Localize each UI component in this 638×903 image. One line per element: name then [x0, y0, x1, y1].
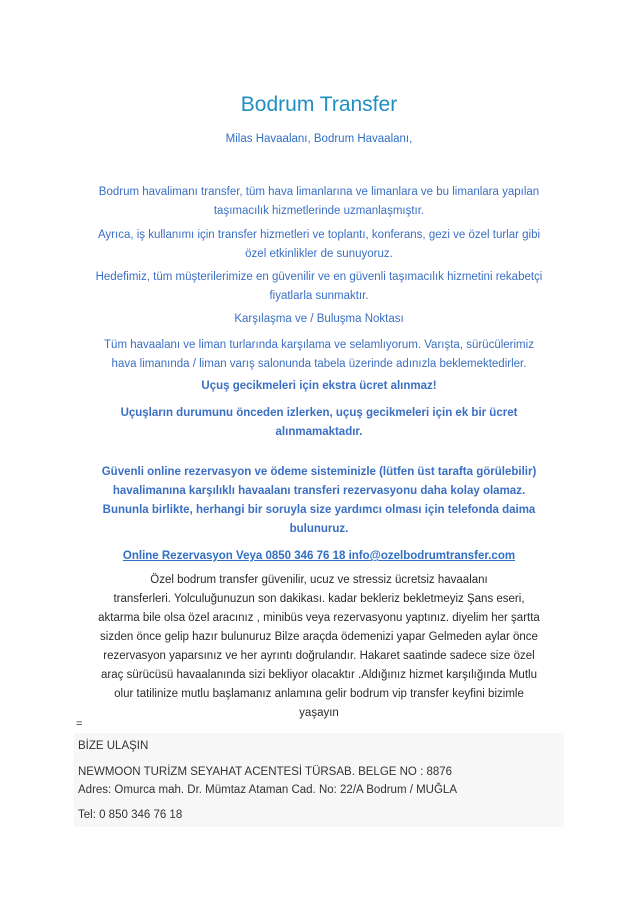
text-line: yaşayın	[299, 707, 339, 719]
address-info: Adres: Omurca mah. Dr. Mümtaz Ataman Cad. No: 22/A Bodrum / MUĞLA	[78, 784, 458, 796]
intro-paragraph-2	[70, 226, 568, 264]
page-subtitle: Milas Havaalanı, Bodrum Havaalanı,	[225, 133, 413, 145]
page-title: Bodrum Transfer	[240, 93, 398, 116]
text-line: transferleri. Yolculuğunuzun son dakikası. kadar bekleriz bekletmeyiz Şans eseri,	[113, 593, 525, 605]
meeting-paragraph	[70, 336, 568, 374]
text-line: hava limanında / liman varış salonunda tabela üzerinde adınızla beklemektedirler.	[111, 358, 527, 370]
service-description	[70, 571, 568, 723]
intro-paragraph-3	[70, 268, 568, 306]
text-line: olur tatilinize mutlu başlamanız anlamına gelir bodrum vip transfer keyfini bizimle	[114, 688, 524, 700]
text-line: havalimanına karşılıklı havaalanı transferi rezervasyonu daha kolay olamaz.	[112, 485, 526, 497]
text-line: Güvenli online rezervasyon ve ödeme sisteminizle (lütfen üst tarafta görülebilir)	[101, 466, 537, 478]
company-info: NEWMOON TURİZM SEYAHAT ACENTESİ TÜRSAB. BELGE NO : 8876	[78, 766, 453, 778]
text-line: araç sürücüsü havaalanında sizi bekliyor olacaktır .Aldığınız hizmet karşılığında Mutlu	[101, 669, 537, 681]
text-line: taşımacılık hizmetlerinde uzmanlaşmıştır.	[213, 205, 425, 217]
contact-box	[74, 733, 564, 827]
text-line: bulunuruz.	[289, 523, 349, 535]
text-line: Ayrıca, iş kullanımı için transfer hizmetleri ve toplantı, konferans, gezi ve özel turlar gibi	[97, 229, 541, 241]
no-extra-fee-notice: Uçuş gecikmeleri için ekstra ücret alınmaz!	[201, 380, 437, 392]
online-reservation-row	[70, 546, 568, 564]
text-line: rezervasyon yaparsınız ve her ayrıntı doğrulandır. Hakaret saatinde sadece size özel	[103, 650, 535, 662]
text-line: fiyatlarla sunmaktır.	[269, 290, 369, 302]
text-line: Hedefimiz, tüm müşterilerimize en güvenilir ve en güvenli taşımacılık hizmetini rekabetçi	[95, 271, 543, 283]
text-line: özel etkinlikler de sunuyoruz.	[245, 248, 393, 260]
text-line: sizden önce gelip hazır bulunuruz Bilze araçda ödemenizi yapar Gelmeden aylar önce	[100, 631, 538, 643]
separator-mark: =	[76, 718, 83, 730]
text-line: Özel bodrum transfer güvenilir, ucuz ve stressiz ücretsiz havaalanı	[150, 574, 488, 586]
text-line: aktarma bile olsa özel aracınız , minibüs veya rezervasyonu yaptınız. diyelim her şartta	[98, 612, 540, 624]
flight-delay-notice	[70, 404, 568, 442]
online-reservation-paragraph	[70, 463, 568, 539]
text-line: Bununla birlikte, herhangi bir soruyla size yardımcı olması için telefonda daima	[102, 504, 536, 516]
intro-paragraph-1	[70, 183, 568, 221]
contact-heading: BİZE ULAŞIN	[78, 740, 149, 752]
meeting-heading: Karşılaşma ve / Buluşma Noktası	[234, 313, 404, 325]
phone-info: Tel: 0 850 346 76 18	[78, 809, 183, 821]
text-line: alınmamaktadır.	[275, 426, 363, 438]
text-line: Bodrum havalimanı transfer, tüm hava limanlarına ve limanlara ve bu limanlara yapılan	[98, 186, 540, 198]
online-reservation-link[interactable]: Online Rezervasyon Veya 0850 346 76 18 info@ozelbodrumtransfer.com	[122, 550, 516, 562]
text-line: Uçuşların durumunu önceden izlerken, uçuş gecikmeleri için ek bir ücret	[120, 407, 518, 419]
text-line: Tüm havaalanı ve liman turlarında karşılama ve selamlıyorum. Varışta, sürücülerimiz	[104, 339, 534, 351]
